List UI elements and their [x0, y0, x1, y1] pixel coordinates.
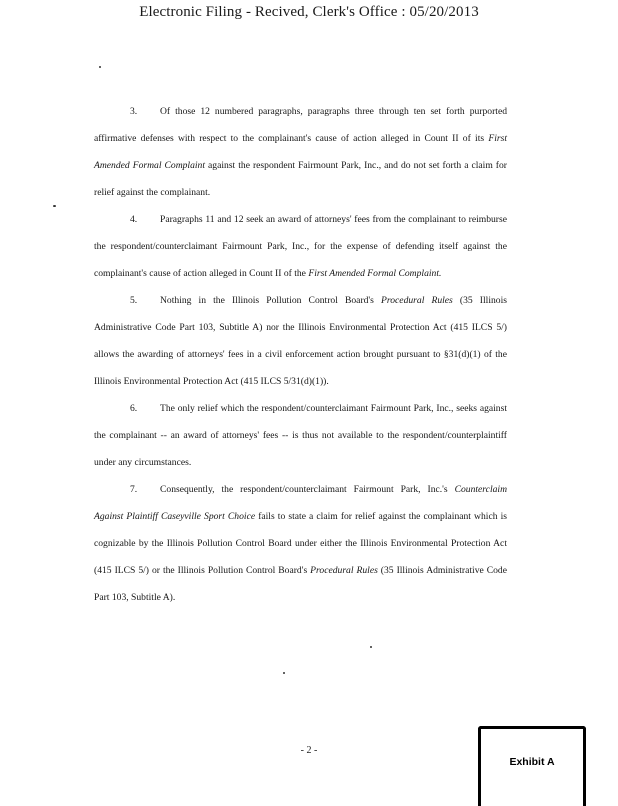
paragraph-number: 7. [130, 484, 138, 495]
scan-speck [53, 205, 56, 207]
exhibit-label: Exhibit A [509, 756, 555, 768]
exhibit-tab [478, 726, 586, 806]
paragraph-text: fails to state a claim for relief against the complainant which is cognizable by the Illinois Pollution Control Board under either the Illinois Environmental Protection Act (415 ILCS 5/) or the Illinois Pollution Control Board's [94, 511, 508, 576]
italic-title: First Amended Formal Complaint. [308, 268, 442, 279]
document-body [94, 98, 507, 611]
page-number: - 2 - [300, 745, 318, 756]
italic-title: Procedural Rules [310, 565, 378, 576]
paragraph-text: Of those 12 numbered paragraphs, paragraphs three through ten set forth purported affirmative defenses with respect to the complainant's cause of action alleged in Count II of its [94, 106, 507, 144]
paragraph-text: Consequently, the respondent/counterclaimant Fairmount Park, Inc.'s [160, 484, 455, 495]
filing-stamp-header: Electronic Filing - Recived, Clerk's Office : 05/20/2013 [139, 4, 479, 20]
paragraph-text: (35 Illinois Administrative Code Part 103, Subtitle A). [94, 565, 507, 603]
paragraph-6 [94, 395, 507, 476]
paragraph-number: 4. [130, 214, 138, 225]
scan-speck [283, 672, 285, 674]
paragraph-text: (35 Illinois Administrative Code Part 103, Subtitle A) nor the Illinois Environmental Protection Act (415 ILCS 5/) allows the awarding of attorneys' fees in a civil enforcement action brought pursuant to §31(d)(1) of the Illinois Environmental Protection Act (415 ILCS 5/31(d)(1)). [94, 295, 507, 387]
scan-speck [370, 646, 372, 648]
paragraph-text: Paragraphs 11 and 12 seek an award of attorneys' fees from the complainant to reimburse the respondent/counterclaimant Fairmount Park, Inc., for the expense of defending itself against the complainant's cause of action alleged in Count II of the [94, 214, 507, 279]
paragraph-5 [94, 287, 507, 395]
italic-title: Counterclaim Against Plaintiff Caseyville Sport Choice [94, 484, 507, 522]
paragraph-4 [94, 206, 507, 287]
paragraph-text: against the respondent Fairmount Park, Inc., and do not set forth a claim for relief against the complainant. [94, 160, 507, 198]
paragraph-3 [94, 98, 507, 206]
paragraph-text: The only relief which the respondent/counterclaimant Fairmount Park, Inc., seeks against the complainant -- an award of attorneys' fees -- is thus not available to the respondent/counterplaintiff under any circumstances. [94, 403, 507, 468]
scan-speck [99, 66, 101, 68]
paragraph-number: 6. [130, 403, 138, 414]
paragraph-number: 5. [130, 295, 138, 306]
paragraph-number: 3. [130, 106, 138, 117]
paragraph-text: Nothing in the Illinois Pollution Control Board's [160, 295, 382, 306]
italic-title: Procedural Rules [381, 295, 453, 306]
italic-title: First Amended Formal Complaint [94, 133, 507, 171]
paragraph-7 [94, 476, 507, 611]
